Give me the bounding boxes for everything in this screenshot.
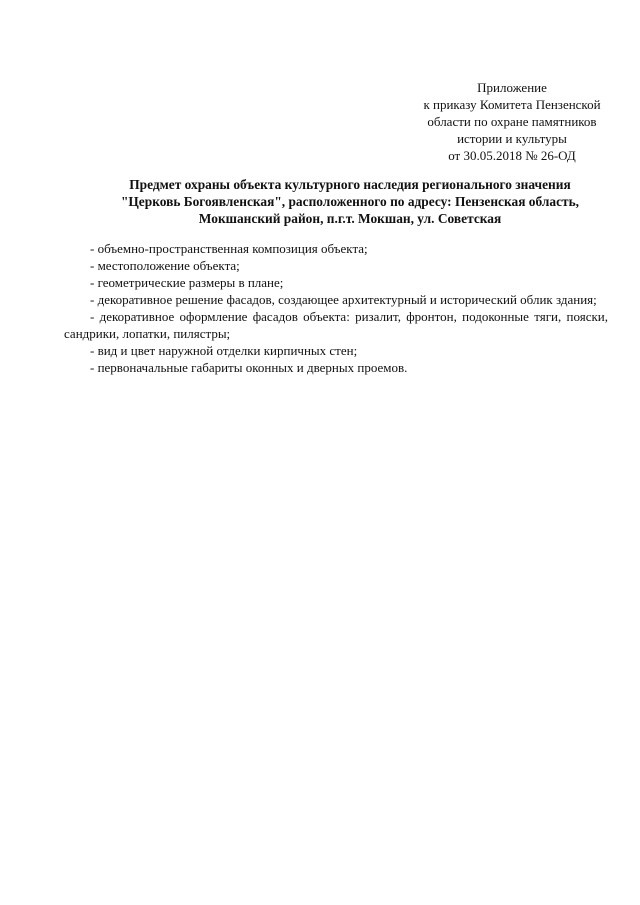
list-item: - первоначальные габариты оконных и дверных проемов. bbox=[90, 360, 408, 375]
title-line: "Церковь Богоявленская", расположенного по адресу: Пензенская область, bbox=[120, 194, 580, 209]
appendix-line: к приказу Комитета Пензенской bbox=[423, 97, 601, 112]
list-item: - вид и цвет наружной отделки кирпичных стен; bbox=[90, 343, 358, 358]
list-item: - объемно-пространственная композиция объекта; bbox=[90, 241, 368, 256]
protection-items-list bbox=[64, 240, 608, 376]
appendix-line: от 30.05.2018 № 26-ОД bbox=[448, 148, 576, 163]
appendix-line: Приложение bbox=[477, 80, 547, 95]
list-item: - декоративное оформление фасадов объекта: ризалит, фронтон, подоконные тяги, пояски, сандрики, лопатки, пилястры; bbox=[64, 309, 608, 341]
list-item: - местоположение объекта; bbox=[90, 258, 240, 273]
title-line: Предмет охраны объекта культурного наследия регионального значения bbox=[129, 177, 571, 192]
appendix-header bbox=[396, 79, 628, 164]
document-title bbox=[60, 176, 640, 227]
title-line: Мокшанский район, п.г.т. Мокшан, ул. Советская bbox=[198, 211, 502, 226]
appendix-line: области по охране памятников bbox=[427, 114, 597, 129]
appendix-line: истории и культуры bbox=[457, 131, 567, 146]
list-item: - декоративное решение фасадов, создающее архитектурный и исторический облик здания; bbox=[90, 292, 597, 307]
list-item: - геометрические размеры в плане; bbox=[90, 275, 284, 290]
